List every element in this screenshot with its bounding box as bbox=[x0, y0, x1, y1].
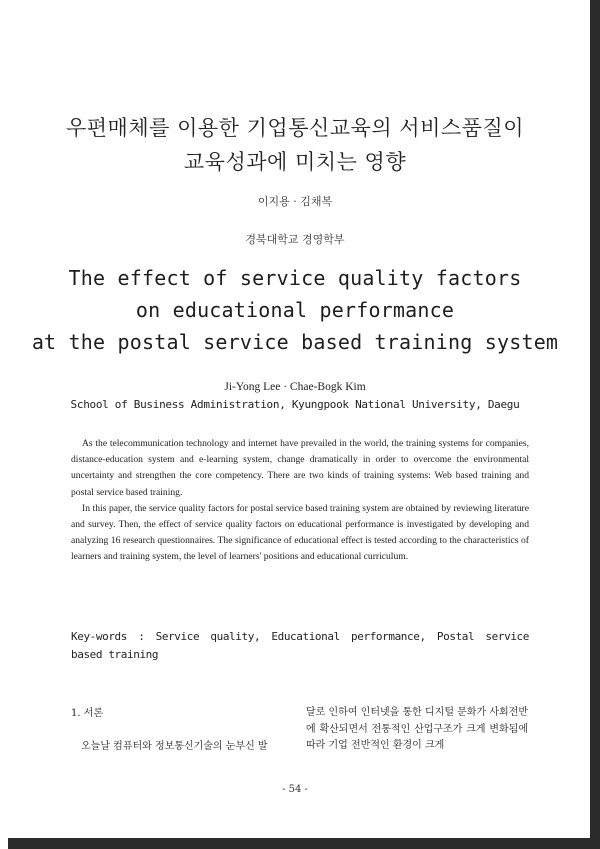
english-authors: Ji-Yong Lee · Chae-Bogk Kim bbox=[224, 381, 366, 393]
korean-authors: 이지용 · 김채복 bbox=[257, 195, 333, 208]
left-column bbox=[71, 705, 291, 756]
english-title-line-1: The effect of service quality factors bbox=[68, 266, 522, 290]
page-edge-right bbox=[590, 0, 600, 849]
left-column-text: 오늘날 컴퓨터와 정보통신기술의 눈부신 발 bbox=[81, 740, 268, 752]
abstract-paragraph-1: As the telecommunication technology and internet have prevailed in the world, the training systems for companies, distance-education system and e-learning system, change dramatically in order to overcome the environmental uncertainty and strengthen the core competency. There are two kinds of training systems: Web based training and postal service based training. bbox=[71, 438, 529, 498]
page-edge-bottom bbox=[0, 838, 600, 849]
abstract bbox=[71, 436, 529, 566]
abstract-paragraph-2: In this paper, the service quality factors for postal service based training system are obtained by reviewing literature and survey. Then, the effect of service quality factors on educational performance is investigated by developing and analyzing 16 research questionnaires. The significance of educational effect is tested according to the characteristics of learners and training system, the level of learners' positions and educational curriculum. bbox=[71, 502, 529, 563]
section-heading: 1. 서론 bbox=[71, 708, 104, 719]
english-title-line-2: on educational performance bbox=[135, 298, 455, 322]
korean-title-line-2: 교육성과에 미치는 영향 bbox=[183, 150, 407, 174]
english-affiliation: School of Business Administration, Kyungpook National University, Daegu bbox=[70, 398, 520, 411]
page-number: - 54 - bbox=[282, 784, 308, 795]
keywords: Key-words : Service quality, Educational performance, Postal service based training bbox=[71, 630, 529, 661]
korean-affiliation: 경북대학교 경영학부 bbox=[245, 233, 345, 246]
korean-title-line-1: 우편매체를 이용한 기업통신교육의 서비스품질이 bbox=[65, 116, 525, 140]
right-column-text: 달로 인하여 인터넷을 통한 디지털 문화가 사회전반에 확산되면서 전통적인 산업구조가 크게 변화됨에 따라 기업 전반적인 환경이 크게 bbox=[306, 707, 528, 751]
english-title-line-3: at the postal service based training system bbox=[31, 330, 559, 354]
